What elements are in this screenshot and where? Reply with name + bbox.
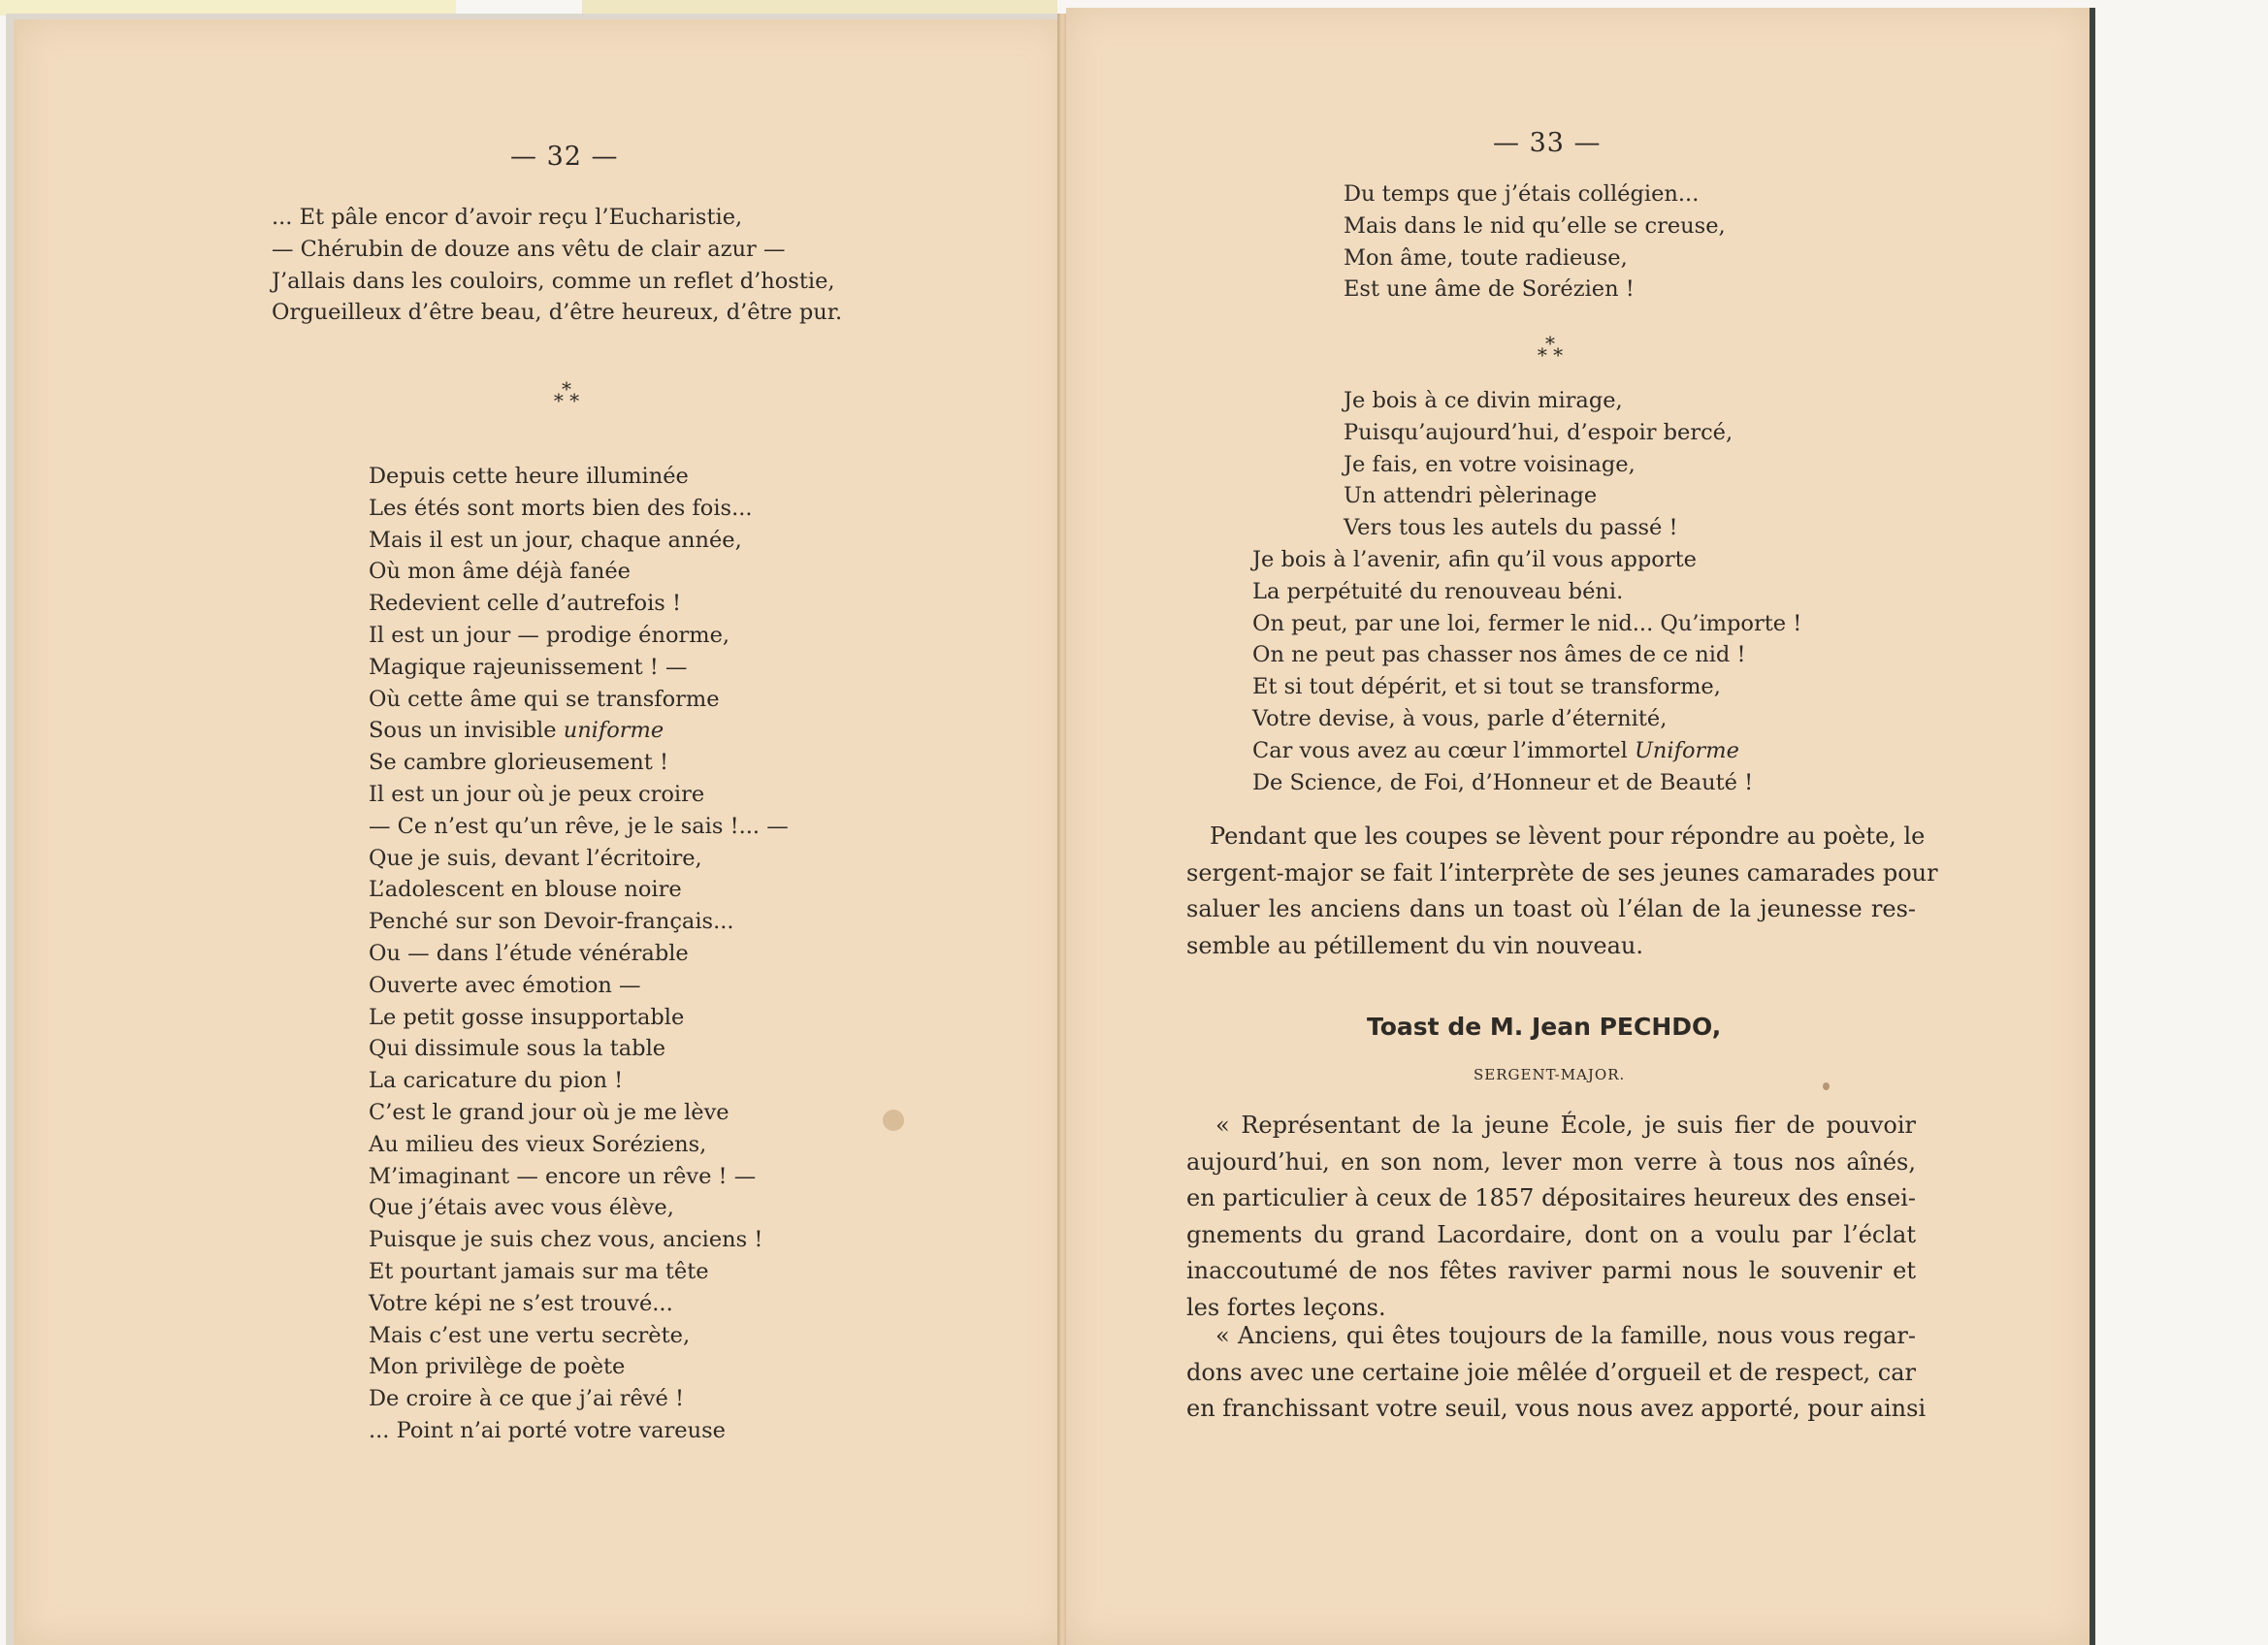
prose-line: saluer les anciens dans un toast où l’élan de la jeunesse res- (1186, 895, 1916, 922)
page-number-right: — 33 — (1493, 128, 1602, 158)
verse-line: Les étés sont morts bien des fois... (369, 495, 753, 521)
toast-paragraph-2 (1186, 1318, 1927, 1428)
toast-subheading: SERGENT-MAJOR. (1474, 1066, 1626, 1083)
verse-line: Et pourtant jamais sur ma tête (369, 1258, 709, 1284)
verse-line: Où cette âme qui se transforme (369, 686, 720, 712)
verse-line: La caricature du pion ! (369, 1068, 624, 1094)
verse-line: Depuis cette heure illuminée (369, 464, 689, 489)
verse-text: Car vous avez au cœur l’immortel (1252, 737, 1628, 763)
asterism-separator-right: * * * (1537, 332, 1564, 367)
verse-line: Il est un jour où je peux croire (369, 781, 705, 807)
verse-line: Magique rajeunissement ! — (369, 654, 688, 680)
prose-line: en franchissant votre seuil, vous nous avez apporté, pour ainsi (1186, 1395, 1927, 1422)
verse-line (1252, 735, 1801, 767)
verse-line: Que j’étais avec vous élève, (369, 1195, 674, 1221)
narration-paragraph (1186, 819, 1938, 964)
prose-line: « Représentant de la jeune École, je suis fier de pouvoir (1215, 1112, 1916, 1139)
verse-line: Penché sur son Devoir-français... (369, 909, 734, 935)
prose-line: semble au pétillement du vin nouveau. (1186, 931, 1643, 959)
verse-line: M’imaginant — encore un rêve ! — (369, 1163, 757, 1189)
verse-line: Se cambre glorieusement ! (369, 750, 669, 776)
verse-line: De Science, de Foi, d’Honneur et de Beauté ! (1252, 769, 1754, 795)
prose-line: inaccoutumé de nos fêtes raviver parmi nous le souvenir et (1186, 1257, 1916, 1284)
left-stanza-2 (361, 461, 789, 1447)
prose-line: aujourd’hui, en son nom, lever mon verre à tous nos aînés, (1186, 1147, 1916, 1176)
verse-line: Ou — dans l’étude vénérable (369, 940, 689, 966)
verse-line: Je fais, en votre voisinage, (1344, 451, 1636, 477)
verse-line: Mais c’est une vertu secrète, (369, 1322, 691, 1348)
verse-line: Orgueilleux d’être beau, d’être heureux, d’être pur. (272, 300, 843, 326)
verse-line: Au milieu des vieux Soréziens, (369, 1131, 707, 1157)
right-stanza-2 (1344, 385, 1733, 544)
verse-line: ... Et pâle encor d’avoir reçu l’Eucharistie, (272, 205, 743, 230)
verse-line: Ouverte avec émotion — (369, 972, 641, 998)
verse-line: Où mon âme déjà fanée (369, 559, 631, 585)
italic-uniforme: uniforme (563, 718, 664, 744)
toast-heading: Toast de M. Jean PECHDO, (1367, 1013, 1722, 1041)
page-number-left: — 32 — (510, 142, 619, 172)
verse-line: Que je suis, devant l’écritoire, (369, 845, 702, 871)
verse-line: ... Point n’ai porté votre vareuse (369, 1417, 726, 1443)
verse-line: On peut, par une loi, fermer le nid... Qu’importe ! (1252, 610, 1802, 636)
prose-line: Pendant que les coupes se lèvent pour répondre au poète, le (1210, 822, 1926, 850)
verse-line: L’adolescent en blouse noire (369, 877, 682, 903)
right-page (1066, 8, 2095, 1645)
verse-line: Je bois à ce divin mirage, (1344, 388, 1623, 413)
italic-uniforme: Uniforme (1634, 737, 1739, 763)
right-stanza-1 (1344, 178, 1726, 306)
paper-stain (1823, 1082, 1830, 1090)
prose-line: sergent-major se fait l’interprète de ses jeunes camarades pour (1186, 858, 1938, 887)
verse-line: Du temps que j’étais collégien... (1344, 181, 1700, 207)
verse-line (361, 715, 789, 747)
verse-line: Puisque je suis chez vous, anciens ! (369, 1227, 763, 1253)
verse-line: C’est le grand jour où je me lève (369, 1099, 729, 1125)
verse-line: Il est un jour — prodige énorme, (369, 622, 730, 648)
verse-line: De croire à ce que j’ai rêvé ! (369, 1386, 685, 1412)
verse-line: La perpétuité du renouveau béni. (1252, 578, 1624, 604)
prose-line: dons avec une certaine joie mêlée d’orgueil et de respect, car (1186, 1358, 1916, 1386)
verse-line: Votre képi ne s’est trouvé... (369, 1290, 673, 1316)
prose-line: en particulier à ceux de 1857 dépositaires heureux des ensei- (1186, 1184, 1916, 1211)
verse-line: Redevient celle d’autrefois ! (369, 591, 682, 617)
verse-line: Je bois à l’avenir, afin qu’il vous apporte (1252, 547, 1697, 572)
verse-line: Mais dans le nid qu’elle se creuse, (1344, 212, 1726, 239)
left-stanza-1 (272, 202, 842, 329)
verse-line: Est une âme de Sorézien ! (1344, 276, 1635, 303)
verse-line: Mais il est un jour, chaque année, (369, 527, 742, 553)
verse-line: Qui dissimule sous la table (369, 1036, 666, 1062)
asterism-separator-left: * * * (553, 377, 580, 412)
verse-line: — Ce n’est qu’un rêve, je le sais !... — (369, 813, 789, 839)
verse-line: Mon âme, toute radieuse, (1344, 244, 1628, 271)
verse-line: On ne peut pas chasser nos âmes de ce nid ! (1252, 642, 1746, 668)
paper-stain (883, 1110, 904, 1131)
verse-text: Sous un invisible (369, 718, 557, 744)
verse-line: Et si tout dépérit, et si tout se transforme, (1252, 674, 1721, 700)
verse-line: Vers tous les autels du passé ! (1344, 515, 1678, 541)
verse-line: Le petit gosse insupportable (369, 1004, 685, 1030)
verse-line: Mon privilège de poète (369, 1354, 626, 1380)
right-stanza-3 (1252, 544, 1801, 798)
prose-line: gnements du grand Lacordaire, dont on a voulu par l’éclat (1186, 1220, 1916, 1248)
toast-paragraph-1 (1186, 1108, 1916, 1326)
verse-line: Votre devise, à vous, parle d’éternité, (1252, 705, 1668, 731)
prose-line: les fortes leçons. (1186, 1293, 1386, 1321)
verse-line: — Chérubin de douze ans vêtu de clair azur — (272, 236, 786, 262)
verse-line: Un attendri pèlerinage (1344, 483, 1598, 509)
verse-line: Puisqu’aujourd’hui, d’espoir bercé, (1344, 419, 1733, 445)
verse-line: J’allais dans les couloirs, comme un reflet d’hostie, (272, 268, 835, 294)
prose-line: « Anciens, qui êtes toujours de la famille, nous vous regar- (1215, 1322, 1916, 1349)
left-page (14, 19, 1067, 1645)
